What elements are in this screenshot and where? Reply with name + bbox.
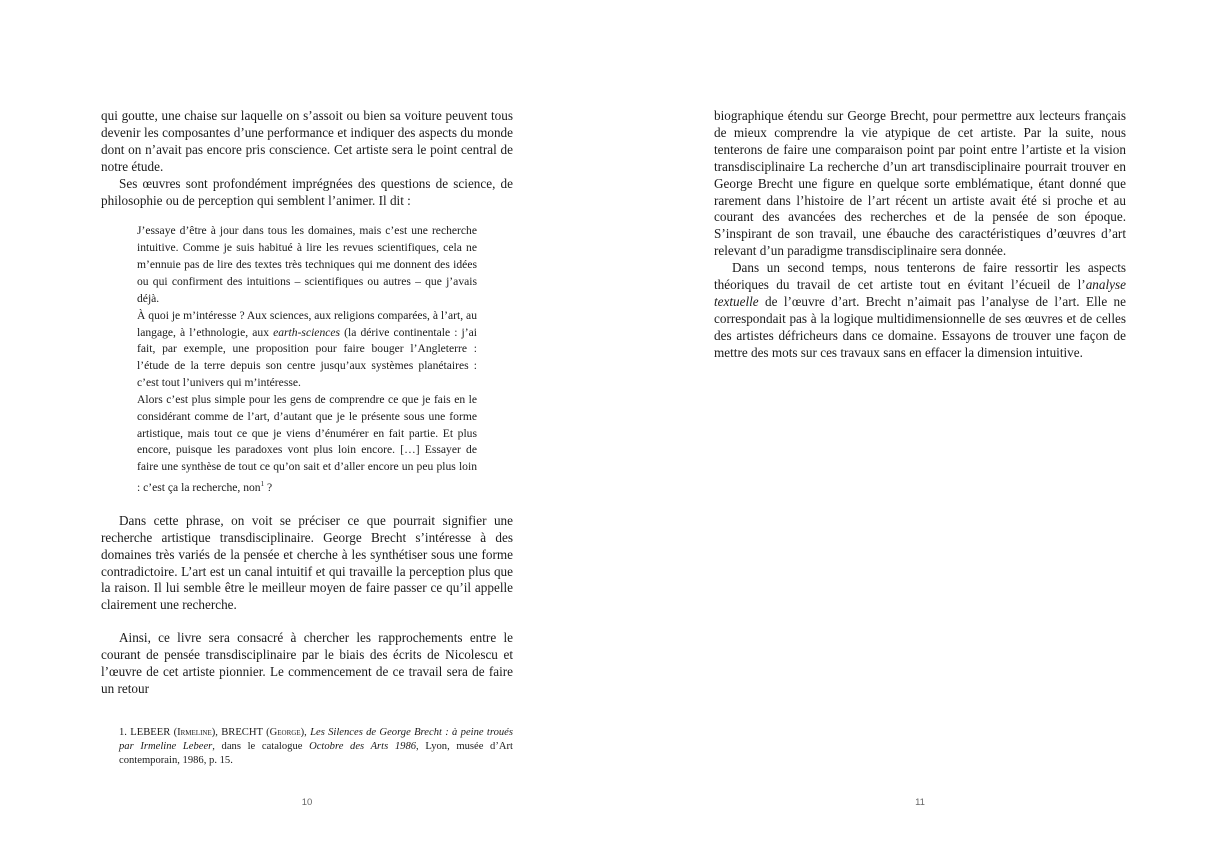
block-quote [137, 223, 477, 496]
paragraph-text: de l’œuvre d’art. Brecht n’aimait pas l’analyse de l’art. Elle ne correspondait pas à la logique multidimensionnelle de ses œuvres et de celles des artistes défricheurs dans ce domaine. Essayons de trouver une façon de mettre des mots sur ces travaux sans en effacer la dimension intuitive. [714, 293, 1126, 360]
footnote-title: Les Silences de George Brecht : à peine troués par Irmeline Lebeer [119, 727, 513, 752]
right-page [613, 0, 1226, 865]
quote-text: Alors c’est plus simple pour les gens de comprendre ce que je fais en le considérant comme de l’art, d’autant que je le présente sous une forme artistique, mais tout ce que je viens d’énumérer en fait partie. Et plus encore, puisque les paradoxes vont plus loin encore. […] Essayer de faire une synthèse de tout ce qu’on sait et d’aller encore un peu plus loin : c’est ça la recherche, non [137, 392, 477, 494]
page-number: 10 [301, 797, 313, 808]
quote-paragraph [137, 392, 477, 497]
paragraph: Ses œuvres sont profondément imprégnées des questions de science, de philosophie ou de perception qui semblent l’animer. Il dit : [101, 175, 513, 208]
quote-paragraph [137, 308, 477, 392]
quote-text: (la dérive continentale : j’ai fait, par exemple, une proposition pour faire bouger l’Angleterre : l’étude de la terre depuis son centre jusqu’aux systèmes planétaires : c’est tout l’univers qui m’intéresse. [137, 325, 477, 390]
quote-paragraph: J’essaye d’être à jour dans tous les domaines, mais c’est une recherche intuitive. Comme je suis habitué à lire les revues scientifiques, cela ne m’ennuie pas de lire des textes très techniques qui me donnent des idées ou qui confirment des intuitions – scientifiques ou autres – que j’avais déjà. [137, 224, 477, 305]
footnote-text: LEBEER (Irmeline), BRECHT (George), [126, 727, 311, 738]
footnote-number: 1. [119, 727, 127, 738]
right-page-body [714, 108, 1126, 362]
paragraph: Ainsi, ce livre sera consacré à chercher les rapprochements entre le courant de pensée transdisciplinaire par le biais des écrits de Nicolescu et l’œuvre de cet artiste pionnier. Le commencement de ce travail sera de faire un retour [101, 630, 513, 696]
paragraph: qui goutte, une chaise sur laquelle on s’assoit ou bien sa voiture peuvent tous devenir les composantes d’une performance et indiquer des aspects du monde dont on n’avait pas encore pris conscience. Cet artiste sera le point central de notre étude. [101, 108, 513, 174]
paragraph-text: Dans un second temps, nous tenterons de faire ressortir les aspects théoriques du travail de cet artiste tout en évitant l’écueil de l’ [714, 260, 1126, 293]
paragraph-emphasis: analyse textuelle [714, 277, 1126, 309]
footnote [119, 726, 513, 768]
footnote-marker: 1 [260, 480, 265, 489]
page-number: 11 [915, 797, 925, 808]
left-page-body [101, 108, 513, 698]
quote-text: ? [264, 480, 273, 494]
footnote-title: Octobre des Arts 1986 [309, 741, 417, 752]
footnote-text: , dans le catalogue [212, 741, 310, 752]
footnote-text: , Lyon, musée d’Art contemporain, 1986, p. 15. [119, 741, 513, 766]
quote-emphasis: earth-sciences [273, 325, 341, 339]
paragraph [714, 260, 1126, 361]
quote-text: À quoi je m’intéresse ? Aux sciences, aux religions comparées, à l’art, au langage, à l’ethnologie, aux [137, 308, 477, 339]
paragraph: biographique étendu sur George Brecht, pour permettre aux lecteurs français de mieux comprendre la vie atypique de cet artiste. Par la suite, nous tenterons de faire une comparaison point par point entre l’artiste et la vision transdisciplinaire La recherche d’un art transdisciplinaire pourrait trouver en George Brecht une figure en quelque sorte emblématique, étant donné que rarement dans l’histoire de l’art récent un artiste avait été si proche et au courant des avancées des recherches et de la pensée de son époque. S’inspirant de son travail, une ébauche des caractéristiques d’œuvres d’art relevant d’un paradigme transdisciplinaire sera donnée. [714, 108, 1126, 259]
paragraph: Dans cette phrase, on voit se préciser ce que pourrait signifier une recherche artistique transdisciplinaire. George Brecht s’intéresse à des domaines très variés de la pensée et cherche à les synthétiser sous une forme contradictoire. L’art est un canal intuitif et qui travaille la perception plus que la raison. Il lui semble être le meilleur moyen de faire passer ce qu’il appelle clairement une recherche. [101, 512, 513, 613]
